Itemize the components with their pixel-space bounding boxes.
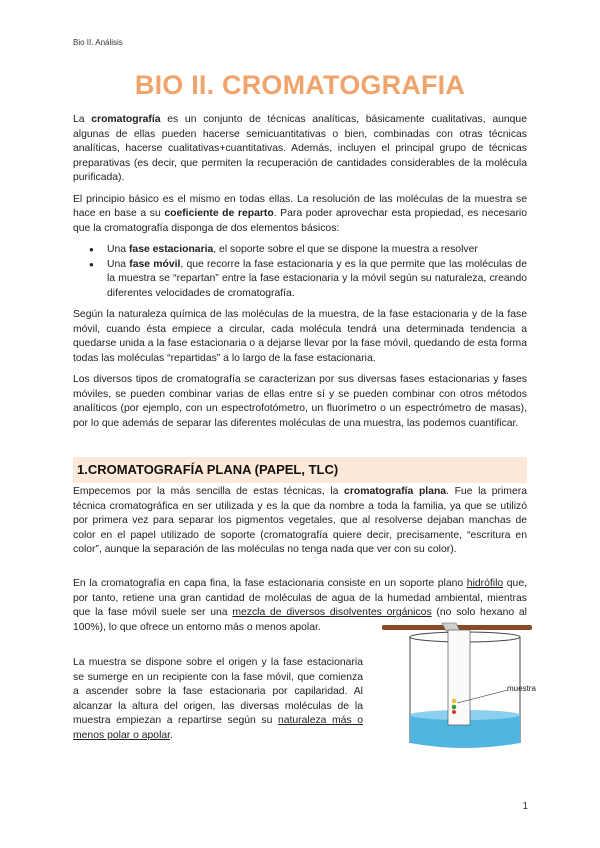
section-heading-bar bbox=[73, 457, 527, 483]
intro-block bbox=[73, 113, 527, 438]
sample-spot-green bbox=[452, 705, 457, 710]
text-run: Empecemos por la más sencilla de estas técnicas, la bbox=[73, 486, 345, 497]
text-run: . Para poder aprovechar esta propiedad, es necesario que la cromatografía disponga de dos elementos básicos: bbox=[73, 208, 527, 234]
text-run: Una bbox=[107, 244, 129, 255]
text-run: (no solo hexano al 100%), lo que ofrece un entorno más o menos apolar. bbox=[73, 607, 527, 633]
paragraph-2 bbox=[73, 193, 527, 237]
list-item bbox=[73, 243, 527, 258]
term-coeficiente: coeficiente de reparto bbox=[164, 208, 274, 219]
text-run: El principio básico es el mismo en todas ellas. La resolución de las moléculas de la muestra se hace en base a su bbox=[73, 193, 527, 219]
text-run: En la cromatografía en capa fina, la fase estacionaria consiste en un soporte plano bbox=[73, 578, 467, 589]
running-header: Bio II. Análisis bbox=[73, 38, 123, 47]
sample-label: muestra bbox=[507, 684, 536, 693]
term-fase-movil: fase móvil bbox=[129, 258, 181, 270]
paragraph-7 bbox=[73, 656, 363, 743]
text-run: , que recorre la fase estacionaria y es la que permite que las moléculas de la muestra se “repartan” entre la fase estacionaria y la móvil según su naturaleza, creando diferentes velocidades de cromatografía. bbox=[107, 258, 527, 299]
term-cromatografia: cromatografía bbox=[91, 114, 161, 125]
section-1-block bbox=[73, 485, 527, 565]
term-mezcla: mezcla de diversos disolventes orgánicos bbox=[232, 607, 432, 618]
text-run: , el soporte sobre el que se dispone la muestra a resolver bbox=[213, 244, 478, 255]
chromatography-figure bbox=[380, 615, 540, 755]
text-run: . bbox=[170, 729, 173, 741]
text-run: Una bbox=[107, 258, 130, 270]
tlc-plate bbox=[448, 630, 470, 725]
paragraph-1 bbox=[73, 113, 527, 186]
term-naturaleza: naturaleza más o menos polar o apolar bbox=[73, 715, 363, 741]
paragraph-7-block bbox=[73, 656, 363, 750]
term-cromatografia-plana: cromatografía plana bbox=[344, 486, 447, 497]
text-run: es un conjunto de técnicas analíticas, básicamente cualitativas, aunque algunas de ellas pueden hacerse semicuantitativas o bien, combinadas con otras técnicas analíticas, hacerse cualitativas+cuantitativas. Además, incluyen el principal grupo de técnicas preparativas (es decir, que permiten la recuperación de cantidades considerables de la molécula purificada). bbox=[73, 114, 527, 183]
term-fase-estacionaria: fase estacionaria bbox=[128, 244, 214, 255]
bullet-list bbox=[73, 243, 527, 301]
section-heading: 1.CROMATOGRAFÍA PLANA (PAPEL, TLC) bbox=[77, 462, 339, 477]
page-title: BIO II. CROMATOGRAFIA bbox=[134, 70, 466, 100]
paragraph-5 bbox=[73, 485, 527, 558]
text-run: La bbox=[73, 114, 92, 125]
sample-spot-red bbox=[452, 710, 456, 714]
text-run: que, por tanto, retiene una gran cantidad de moléculas de agua de la humedad ambiental, mientras que la fase móvil suele ser una bbox=[73, 578, 527, 618]
term-hidrofilo: hidrófilo bbox=[466, 578, 504, 589]
text-run: . Fue la primera técnica cromatográfica en ser utilizada y es la que da nombre a toda la familia, ya que se utilizó por primera vez para separar los pigmentos vegetales, que al resolverse dejaban manchas de color en el papel utilizado de soporte (cromatografía quiere decir, precisamente, “escritura en color”, aunque la separación de las moléculas no tenga nada que ver con su color). bbox=[73, 486, 527, 555]
list-item bbox=[73, 258, 527, 302]
paragraph-4: Los diversos tipos de cromatografía se caracterizan por sus diversas fases estacionarias y fases móviles, se pueden combinar varias de ellas entre sí y se pueden combinar con otros métodos analíticos (por ejemplo, con un espectrofotómetro, un fluorímetro o un espectrómetro de masas), por lo que además de separar las diferentes moléculas de una muestra, las podemos cuantificar. bbox=[73, 374, 527, 429]
paragraph-3: Según la naturaleza química de las moléculas de la muestra, de la fase estacionaria y de la fase móvil, cuando ésta empiece a circular, cada molécula tendrá una determinada tendencia a quedarse unida a la fase estacionaria o a dejarse llevar por la fase móvil, quedando de esta forma todas las moléculas “repartidas” a lo largo de la fase estacionaria. bbox=[73, 309, 527, 364]
text-run: La muestra se dispone sobre el origen y la fase estacionaria se sumerge en un recipiente con la fase móvil, que comienza a ascender sobre la fase estacionaria por capilaridad. Al alcanzar la altura del origen, las diversas moléculas de la muestra empiezan a repartirse según su bbox=[73, 657, 363, 726]
sample-spot-yellow bbox=[452, 699, 457, 704]
page-number: 1 bbox=[522, 801, 528, 812]
